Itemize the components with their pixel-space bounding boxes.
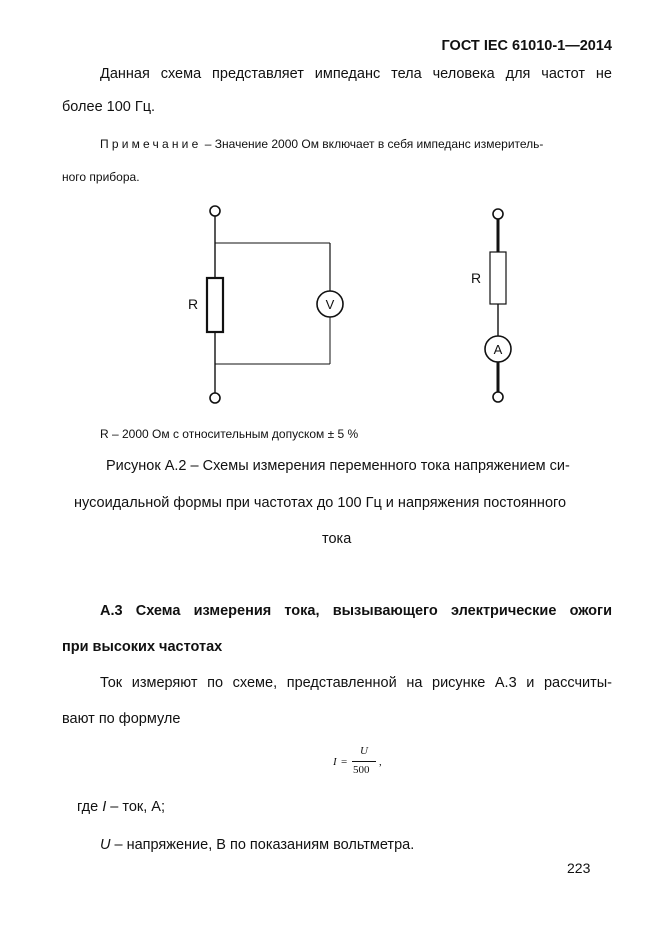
terminal-bottom [493, 392, 503, 402]
resistor [490, 252, 506, 304]
voltage-definition: – напряжение, В по показаниям вольтметра. [110, 837, 415, 853]
section-heading-line-2: при высоких частотах [62, 639, 223, 655]
intro-line-2: более 100 Гц. [62, 99, 156, 115]
figure-note: R – 2000 Ом с относительным допуском ± 5 % [100, 427, 359, 441]
note-text: – Значение 2000 Ом включает в себя импеданс измеритель- [201, 137, 544, 151]
terminal-top [210, 206, 220, 216]
formula-denominator: 500 [353, 764, 370, 776]
formula [333, 745, 393, 779]
note-line-1 [100, 137, 613, 151]
current-definition: – ток, А; [106, 799, 165, 815]
document-header: ГОСТ IEC 61010-1—2014 [441, 38, 612, 54]
figure-caption-line-1: Рисунок А.2 – Схемы измерения переменного тока напряжением си- [106, 458, 570, 474]
section-body-line-1: Ток измеряют по схеме, представленной на рисунке А.3 и рассчиты- [100, 675, 612, 691]
section-body-line-2: вают по формуле [62, 711, 181, 727]
formula-lhs: I [333, 756, 337, 768]
terminal-bottom [210, 393, 220, 403]
formula-comma: , [379, 756, 382, 768]
note-line-2: ного прибора. [62, 170, 140, 184]
resistor [207, 278, 223, 332]
resistor-label: R [471, 270, 482, 286]
figure-caption-line-2: нусоидальной формы при частотах до 100 Гц и напряжения постоянного [74, 495, 567, 511]
note-label: Примечание [100, 137, 202, 151]
ammeter-label: A [493, 342, 503, 357]
figure-caption-line-3: тока [322, 531, 352, 547]
terminal-top [493, 209, 503, 219]
resistor-label: R [188, 296, 199, 312]
definition-current [77, 799, 165, 815]
section-heading-line-1: А.3 Схема измерения тока, вызывающего электрические ожоги [100, 603, 612, 619]
intro-line-1: Данная схема представляет импеданс тела человека для частот не [100, 66, 612, 82]
circuit-diagram-voltmeter [170, 200, 370, 410]
voltage-symbol: U [100, 837, 111, 853]
fraction-bar [352, 761, 376, 762]
definition-prefix: где [77, 799, 103, 815]
voltmeter-label: V [325, 297, 335, 312]
formula-equals: = [341, 756, 348, 768]
page-number: 223 [567, 860, 591, 876]
circuit-diagram-ammeter [460, 200, 530, 410]
current-symbol: I [102, 799, 107, 815]
definition-voltage [100, 837, 414, 853]
formula-numerator: U [360, 745, 368, 757]
